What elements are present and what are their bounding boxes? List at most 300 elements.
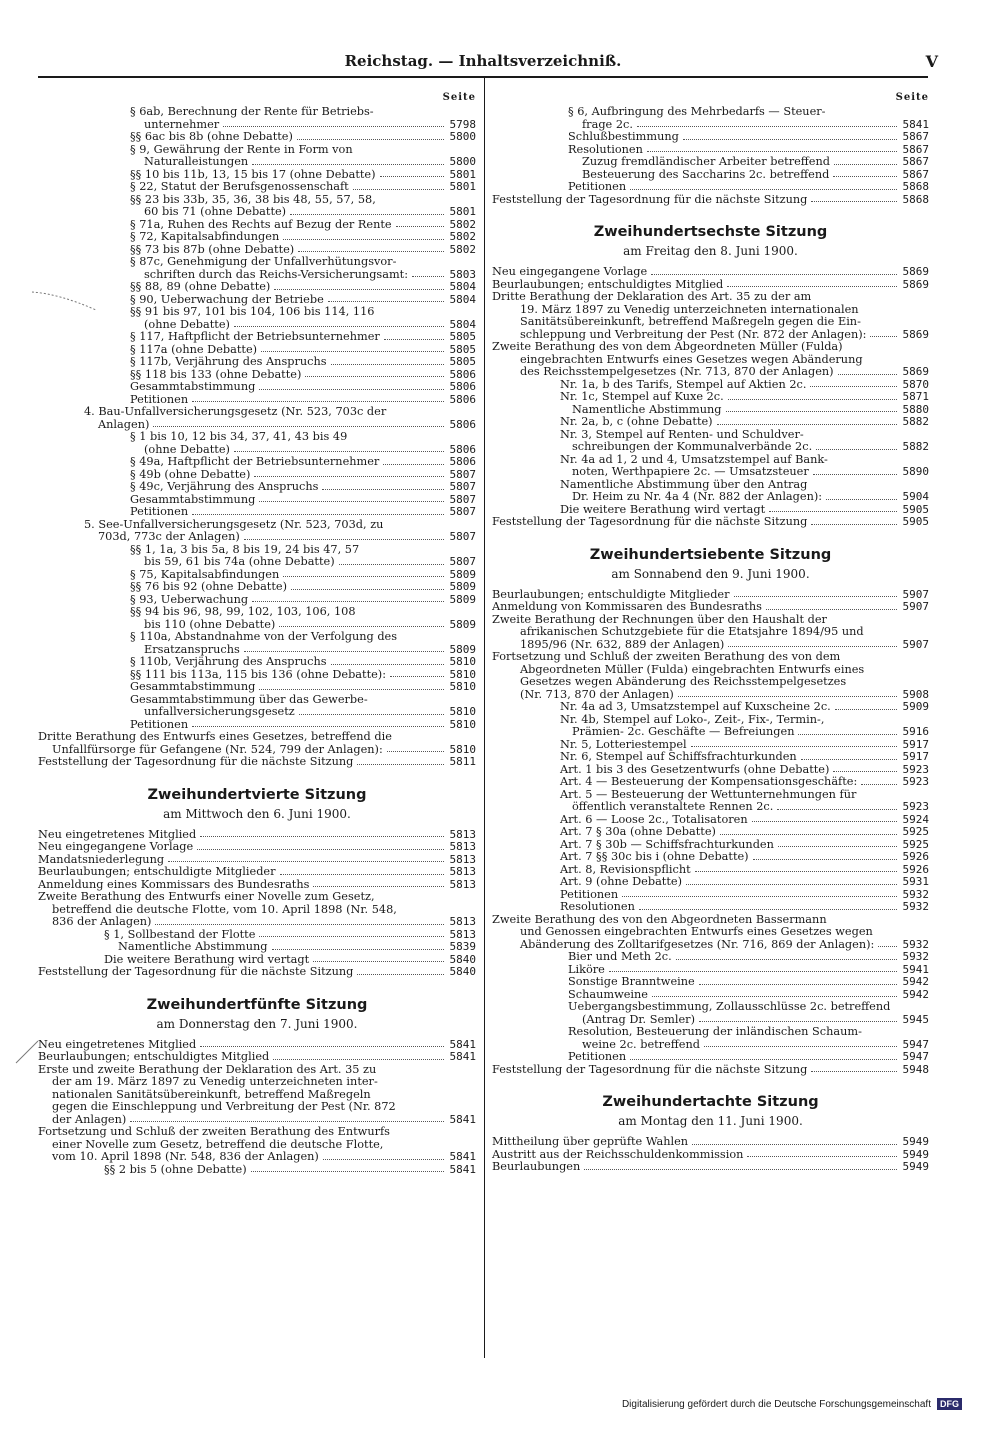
leader-dots <box>297 139 444 140</box>
toc-entry <box>492 1136 929 1149</box>
toc-entry <box>38 256 476 269</box>
toc-entry <box>492 366 929 379</box>
page-ref: 5810 <box>449 680 476 693</box>
leader-dots <box>168 861 443 862</box>
leader-dots <box>273 1059 443 1060</box>
page-ref: 5806 <box>449 392 476 406</box>
toc-entry <box>492 651 929 664</box>
leader-dots <box>192 726 443 727</box>
toc-entry-text: Bier und Meth 2c. <box>568 950 672 963</box>
leader-dots <box>387 751 444 752</box>
toc-entry <box>38 756 476 769</box>
page-ref: 5800 <box>449 155 476 168</box>
page-ref: 5807 <box>449 467 476 481</box>
toc-entry-text: §§ 94 bis 96, 98, 99, 102, 103, 106, 108 <box>130 605 356 618</box>
toc-entry <box>492 131 929 144</box>
toc-entry-text: § 93, Ueberwachung <box>130 592 249 606</box>
toc-entry-text: öffentlich veranstaltete Rennen 2c. <box>572 800 774 813</box>
toc-entry <box>38 631 476 644</box>
leader-dots <box>683 139 897 140</box>
page-ref: 5949 <box>902 1135 929 1148</box>
toc-entry <box>38 891 476 904</box>
page-ref: 5801 <box>449 167 476 181</box>
toc-entry-text: Nr. 5, Lotteriestempel <box>560 737 687 751</box>
leader-dots <box>252 164 443 165</box>
leader-dots <box>778 846 897 847</box>
leader-dots <box>384 339 444 340</box>
toc-entry-text: § 110a, Abstandnahme von der Verfolgung des <box>130 630 398 643</box>
leader-dots <box>676 959 897 960</box>
leader-dots <box>331 664 444 665</box>
toc-entry-text: Art. 8, Revisionspflicht <box>560 862 691 876</box>
toc-entry-text: Dritte Berathung der Deklaration des Art. 35 zu der am <box>492 290 812 303</box>
toc-entry <box>38 706 476 719</box>
page-ref: 5802 <box>449 217 476 231</box>
toc-entry-text: §§ 1, 1a, 3 bis 5a, 8 bis 19, 24 bis 47, 57 <box>130 542 360 556</box>
toc-entry-text: Art. 6 — Loose 2c., Totalisatoren <box>560 812 748 826</box>
page-ref: 5841 <box>449 1150 476 1163</box>
page-ref: 5798 <box>449 117 476 131</box>
page-ref: 5880 <box>902 402 929 416</box>
page-ref: 5932 <box>902 900 929 913</box>
toc-entry-text: § 1 bis 10, 12 bis 34, 37, 41, 43 bis 49 <box>130 430 348 443</box>
page-ref: 5813 <box>449 865 476 878</box>
toc-entry-text: Art. 1 bis 3 des Gesetzentwurfs (ohne Debatte) <box>560 762 830 776</box>
toc-entry-text: und Genossen eingebrachten Entwurfs eines Gesetzes wegen <box>520 925 873 938</box>
toc-entry-text: bis 59, 61 bis 74a (ohne Debatte) <box>144 555 335 568</box>
leader-dots <box>813 474 897 475</box>
page-ref: 5807 <box>449 505 476 518</box>
toc-entry-text: Sonstige Branntweine <box>568 975 695 988</box>
leader-dots <box>291 589 444 590</box>
leader-dots <box>380 176 444 177</box>
page-ref: 5949 <box>902 1147 929 1161</box>
leader-dots <box>328 301 444 302</box>
leader-dots <box>259 389 443 390</box>
leader-dots <box>637 126 897 127</box>
leader-dots <box>357 974 443 975</box>
toc-entry-text: Fortsetzung und Schluß der zweiten Berathung des Entwurfs <box>38 1125 390 1138</box>
leader-dots <box>777 809 896 810</box>
toc-entry-text: Zweite Berathung des Entwurfs einer Novelle zum Gesetz, <box>38 890 375 903</box>
page-ref: 5932 <box>902 887 929 901</box>
seite-label: Seite <box>895 92 929 103</box>
leader-dots <box>254 476 443 477</box>
toc-entry <box>38 1151 476 1164</box>
leader-dots <box>383 464 443 465</box>
leader-dots <box>833 176 896 177</box>
toc-entry-text: Feststellung der Tagesordnung für die nächste Sitzung <box>38 755 354 768</box>
page-ref: 5806 <box>449 380 476 393</box>
toc-entry-text: unfallversicherungsgesetz <box>144 705 295 718</box>
toc-entry <box>38 106 476 119</box>
leader-dots <box>630 189 896 190</box>
toc-entry-text: Petitionen <box>130 717 189 731</box>
page-ref: 5841 <box>449 1162 476 1176</box>
toc-entry-text: Besteuerung des Saccharins 2c. betreffend <box>582 167 830 181</box>
page-ref: 5945 <box>902 1012 929 1026</box>
page-ref: 5813 <box>449 827 476 841</box>
session-date: am Freitag den 8. Juni 1900. <box>623 244 798 258</box>
toc-entry-text: Gesammtabstimmung <box>130 380 256 393</box>
leader-dots <box>130 1121 443 1122</box>
leader-dots <box>259 689 443 690</box>
toc-entry-text: Abgeordneten Müller (Fulda) eingebrachten Entwurfs eines <box>520 662 865 676</box>
toc-entry-text: Zweite Berathung des von den Abgeordneten Bassermann <box>492 912 827 926</box>
leader-dots <box>699 984 897 985</box>
leader-dots <box>728 399 897 400</box>
toc-entry <box>38 506 476 519</box>
toc-entry-text: Beurlaubungen; entschuldigte Mitglieder <box>492 587 730 601</box>
page-ref: 5810 <box>449 717 476 731</box>
page-ref: 5870 <box>902 377 929 391</box>
leader-dots <box>274 289 443 290</box>
page-ref: 5916 <box>902 725 929 738</box>
toc-entry-text: noten, Werthpapiere 2c. — Umsatzsteuer <box>572 465 809 478</box>
page-ref: 5869 <box>902 365 929 378</box>
leader-dots <box>609 971 897 972</box>
page-ref: 5869 <box>902 265 929 278</box>
left-entries <box>38 106 476 1176</box>
toc-entry <box>38 381 476 394</box>
leader-dots <box>279 626 443 627</box>
leader-dots <box>766 609 897 610</box>
toc-entry <box>38 1126 476 1139</box>
toc-entry-text: Neu eingetretenes Mitglied <box>38 1037 197 1051</box>
toc-entry <box>492 491 929 504</box>
page-ref: 5806 <box>449 367 476 381</box>
page-ref: 5949 <box>902 1160 929 1173</box>
toc-entry <box>492 876 929 889</box>
leader-dots <box>826 499 896 500</box>
leader-dots <box>753 859 897 860</box>
page-ref: 5803 <box>449 267 476 281</box>
page-ref: 5806 <box>449 442 476 456</box>
toc-entry <box>492 626 929 639</box>
leader-dots <box>280 874 444 875</box>
toc-entry-text: Nr. 4b, Stempel auf Loko-, Zeit-, Fix-, Termin-, <box>560 712 825 726</box>
page-ref: 5809 <box>449 580 476 593</box>
toc-entry-text: § 72, Kapitalsabfindungen <box>130 230 280 243</box>
leader-dots <box>252 601 443 602</box>
leader-dots <box>834 164 897 165</box>
page-ref: 5867 <box>902 130 929 143</box>
leader-dots <box>259 936 443 937</box>
leader-dots <box>234 451 444 452</box>
page-ref: 5805 <box>449 330 476 343</box>
leader-dots <box>811 524 896 525</box>
leader-dots <box>678 696 897 697</box>
footer-credit: Digitalisierung gefördert durch die Deutsche Forschungsgemeinschaft <box>621 1398 931 1410</box>
page-ref: 5868 <box>902 192 929 206</box>
toc-entry <box>492 751 929 764</box>
toc-entry-text: §§ 91 bis 97, 101 bis 104, 106 bis 114, 116 <box>130 305 375 318</box>
toc-entry <box>492 701 929 714</box>
page-ref: 5941 <box>902 962 929 976</box>
toc-entry-text: Art. 5 — Besteuerung der Wettunternehmungen für <box>560 787 857 801</box>
page-ref: 5905 <box>902 515 929 528</box>
page-ref: 5947 <box>902 1050 929 1063</box>
toc-entry <box>38 866 476 879</box>
session-date: am Montag den 11. Juni 1900. <box>618 1114 803 1128</box>
toc-entry-text: Petitionen <box>568 180 627 193</box>
page-ref: 5923 <box>902 762 929 776</box>
toc-entry <box>38 841 476 854</box>
page-ref: 5917 <box>902 750 929 763</box>
page-ref: 5882 <box>902 415 929 428</box>
toc-entry-text: §§ 76 bis 92 (ohne Debatte) <box>130 580 287 593</box>
toc-entry-text: vom 10. April 1898 (Nr. 548, 836 der Anlagen) <box>52 1150 319 1163</box>
toc-entry <box>492 864 929 877</box>
toc-entry-text: Petitionen <box>130 392 189 406</box>
page-ref: 5867 <box>902 167 929 181</box>
toc-entry <box>492 601 929 614</box>
toc-entry-text: Prämien- 2c. Geschäfte — Befreiungen <box>572 725 795 738</box>
toc-entry-text: 5. See-Unfallversicherungsgesetz (Nr. 523, 703d, zu <box>84 517 384 531</box>
page-ref: 5867 <box>902 142 929 156</box>
dfg-logo: DFG <box>937 1398 962 1410</box>
page-ref: 5809 <box>449 617 476 631</box>
toc-entry <box>38 369 476 382</box>
toc-entry-text: Namentliche Abstimmung <box>118 940 268 953</box>
page-ref: 5841 <box>449 1037 476 1051</box>
toc-entry-text: Art. 4 — Besteuerung der Kompensationsgeschäfte: <box>560 775 858 788</box>
toc-entry <box>38 494 476 507</box>
toc-entry <box>492 391 929 404</box>
leader-dots <box>305 376 443 377</box>
page-ref: 5810 <box>449 705 476 718</box>
leader-dots <box>811 201 896 202</box>
toc-entry-text: Nr. 3, Stempel auf Renten- und Schuldver- <box>560 427 804 441</box>
toc-entry-text: (ohne Debatte) <box>144 317 230 331</box>
leader-dots <box>878 946 896 947</box>
toc-entry <box>38 331 476 344</box>
toc-entry-text: Dritte Berathung des Entwurfs eines Gesetzes, betreffend die <box>38 730 392 743</box>
page-ref: 5942 <box>902 975 929 988</box>
toc-entry <box>492 926 929 939</box>
page-ref: 5871 <box>902 390 929 403</box>
page-ref: 5869 <box>902 277 929 291</box>
toc-entry-text: §§ 2 bis 5 (ohne Debatte) <box>104 1162 247 1176</box>
page-ref: 5801 <box>449 205 476 218</box>
toc-entry-text: §§ 111 bis 113a, 115 bis 136 (ohne Debatte): <box>130 667 387 681</box>
toc-entry-text: Petitionen <box>560 887 619 901</box>
toc-entry <box>492 106 929 119</box>
leader-dots <box>752 821 897 822</box>
toc-entry-text: (Antrag Dr. Semler) <box>582 1012 695 1026</box>
footer <box>622 1398 962 1410</box>
page-ref: 5806 <box>449 455 476 468</box>
column-divider <box>484 78 485 1358</box>
leader-dots <box>192 514 443 515</box>
toc-entry-text: Neu eingegangene Vorlage <box>492 265 648 278</box>
leader-dots <box>833 771 896 772</box>
page-ref: 5805 <box>449 355 476 368</box>
page-ref: 5869 <box>902 327 929 341</box>
leader-dots <box>726 411 897 412</box>
toc-entry-text: Erste und zweite Berathung der Deklaration des Art. 35 zu <box>38 1062 377 1076</box>
leader-dots <box>816 449 896 450</box>
leader-dots <box>835 709 897 710</box>
toc-entry-text: Beurlaubungen; entschuldigtes Mitglied <box>492 277 724 291</box>
toc-entry-text: Neu eingetretenes Mitglied <box>38 827 197 841</box>
toc-entry-text: Nr. 2a, b, c (ohne Debatte) <box>560 415 713 428</box>
toc-entry-text: weine 2c. betreffend <box>582 1037 700 1051</box>
toc-entry-text: Zweite Berathung des von dem Abgeordneten Müller (Fulda) <box>492 340 843 353</box>
page-ref: 5907 <box>902 587 929 601</box>
page-ref: 5882 <box>902 440 929 453</box>
page-ref: 5813 <box>449 927 476 941</box>
toc-entry-text: Dr. Heim zu Nr. 4a 4 (Nr. 882 der Anlagen): <box>572 490 823 503</box>
page-ref: 5807 <box>449 555 476 568</box>
leader-dots <box>811 1071 896 1072</box>
toc-entry <box>492 194 929 207</box>
toc-entry <box>38 581 476 594</box>
toc-entry-text: § 117a (ohne Debatte) <box>130 342 258 356</box>
toc-entry-text: §§ 118 bis 133 (ohne Debatte) <box>130 367 302 381</box>
leader-dots <box>734 596 897 597</box>
toc-entry-text: §§ 73 bis 87b (ohne Debatte) <box>130 242 295 256</box>
toc-entry-text: Mittheilung über geprüfte Wahlen <box>492 1135 689 1148</box>
leader-dots <box>686 884 897 885</box>
page-ref: 5809 <box>449 567 476 581</box>
page-ref: 5890 <box>902 465 929 478</box>
toc-entry-text: Gesammtabstimmung über das Gewerbe- <box>130 692 368 706</box>
leader-dots <box>769 511 896 512</box>
leader-dots <box>651 274 896 275</box>
page-ref: 5917 <box>902 737 929 751</box>
toc-entry-text: § 90, Ueberwachung der Betriebe <box>130 292 324 306</box>
toc-entry <box>492 726 929 739</box>
toc-entry <box>38 406 476 419</box>
toc-entry-text: § 49c, Verjährung des Anspruchs <box>130 480 319 493</box>
leader-dots <box>396 226 444 227</box>
toc-entry-text: Die weitere Berathung wird vertagt <box>560 502 766 516</box>
toc-entry-text: § 49a, Haftpflicht der Betriebsunternehmer <box>130 455 380 468</box>
leader-dots <box>251 1171 444 1172</box>
leader-dots <box>234 326 444 327</box>
toc-entry-text: § 87c, Genehmigung der Unfallverhütungsvor- <box>130 255 397 268</box>
leader-dots <box>331 364 444 365</box>
toc-entry <box>38 206 476 219</box>
page-ref: 5807 <box>449 480 476 493</box>
toc-entry-text: afrikanischen Schutzgebiete für die Etatsjahre 1894/95 und <box>520 625 864 638</box>
toc-entry-text: Resolution, Besteuerung der inländischen Schaum- <box>568 1025 862 1038</box>
toc-entry-text: Art. 7 § 30a (ohne Debatte) <box>560 825 716 838</box>
toc-entry <box>492 416 929 429</box>
leader-dots <box>353 189 444 190</box>
toc-entry-text: § 75, Kapitalsabfindungen <box>130 567 280 581</box>
toc-entry <box>492 516 929 529</box>
toc-entry-text: §§ 23 bis 33b, 35, 36, 38 bis 48, 55, 57, 58, <box>130 192 376 206</box>
toc-entry <box>492 951 929 964</box>
toc-entry-text: Ersatzanspruchs <box>144 642 240 656</box>
toc-entry <box>38 456 476 469</box>
leader-dots <box>412 276 443 277</box>
page-ref: 5810 <box>449 655 476 668</box>
toc-entry <box>38 144 476 157</box>
leader-dots <box>704 1046 897 1047</box>
toc-entry-text: Die weitere Berathung wird vertagt <box>104 952 310 966</box>
toc-entry-text: (ohne Debatte) <box>144 442 230 456</box>
toc-entry <box>38 681 476 694</box>
toc-entry <box>38 156 476 169</box>
toc-entry <box>38 1164 476 1177</box>
session-title: Zweihundertvierte Sitzung <box>147 786 367 803</box>
page-ref: 5800 <box>449 130 476 143</box>
toc-entry <box>38 606 476 619</box>
page-ref: 5805 <box>449 342 476 356</box>
page-ref: 5813 <box>449 840 476 853</box>
leader-dots <box>283 576 443 577</box>
leader-dots <box>290 214 443 215</box>
page-ref: 5932 <box>902 950 929 963</box>
toc-entry-text: Abänderung des Zolltarifgesetzes (Nr. 716, 869 der Anlagen): <box>520 937 875 951</box>
toc-entry <box>38 181 476 194</box>
toc-entry <box>492 119 929 132</box>
leader-dots <box>728 646 896 647</box>
page-number: V <box>925 52 938 71</box>
leader-dots <box>244 651 444 652</box>
session-title: Zweihundertfünfte Sitzung <box>146 996 368 1013</box>
toc-entry-text: Namentliche Abstimmung über den Antrag <box>560 477 808 491</box>
toc-entry-text: Feststellung der Tagesordnung für die nächste Sitzung <box>492 515 808 528</box>
page-ref: 5905 <box>902 502 929 516</box>
toc-entry <box>38 556 476 569</box>
page-ref: 5802 <box>449 242 476 256</box>
leader-dots <box>798 734 896 735</box>
toc-entry-text: Anmeldung von Kommissaren des Bundesraths <box>492 600 762 613</box>
toc-entry-text: Nr. 1c, Stempel auf Kuxe 2c. <box>560 390 724 403</box>
leader-dots <box>272 949 444 950</box>
page-ref: 5904 <box>902 490 929 503</box>
toc-entry-text: Neu eingegangene Vorlage <box>38 840 194 853</box>
page-ref: 5841 <box>449 1112 476 1126</box>
seite-label: Seite <box>442 92 476 103</box>
leader-dots <box>197 849 443 850</box>
page-ref: 5802 <box>449 230 476 243</box>
toc-entry-text: Namentliche Abstimmung <box>572 402 722 416</box>
page-ref: 5813 <box>449 915 476 928</box>
page-ref: 5809 <box>449 592 476 606</box>
page-ref: 5841 <box>902 117 929 131</box>
toc-entry <box>38 431 476 444</box>
page-ref: 5813 <box>449 852 476 866</box>
leader-dots <box>223 126 443 127</box>
toc-entry-text: Schlußbestimmung <box>568 130 679 143</box>
toc-entry-text: §§ 6ac bis 8b (ohne Debatte) <box>130 130 293 143</box>
toc-entry-text: Petitionen <box>568 1050 627 1063</box>
leader-dots <box>647 151 897 152</box>
page-ref: 5804 <box>449 292 476 306</box>
toc-entry-text: Feststellung der Tagesordnung für die nächste Sitzung <box>492 192 808 206</box>
leader-dots <box>259 501 443 502</box>
page-ref: 5923 <box>902 775 929 788</box>
toc-entry <box>38 669 476 682</box>
toc-entry-text: Beurlaubungen <box>492 1160 581 1173</box>
leader-dots <box>870 336 896 337</box>
toc-entry-text: §§ 10 bis 11b, 13, 15 bis 17 (ohne Debatte) <box>130 167 376 181</box>
page-ref: 5807 <box>449 492 476 506</box>
leader-dots <box>322 489 443 490</box>
leader-dots <box>200 1046 443 1047</box>
session-title: Zweihundertsechste Sitzung <box>593 224 828 240</box>
toc-entry <box>38 356 476 369</box>
toc-entry <box>38 531 476 544</box>
page-ref: 5926 <box>902 862 929 876</box>
toc-entry <box>38 281 476 294</box>
toc-entry-text: (Nr. 713, 870 der Anlagen) <box>520 687 674 701</box>
